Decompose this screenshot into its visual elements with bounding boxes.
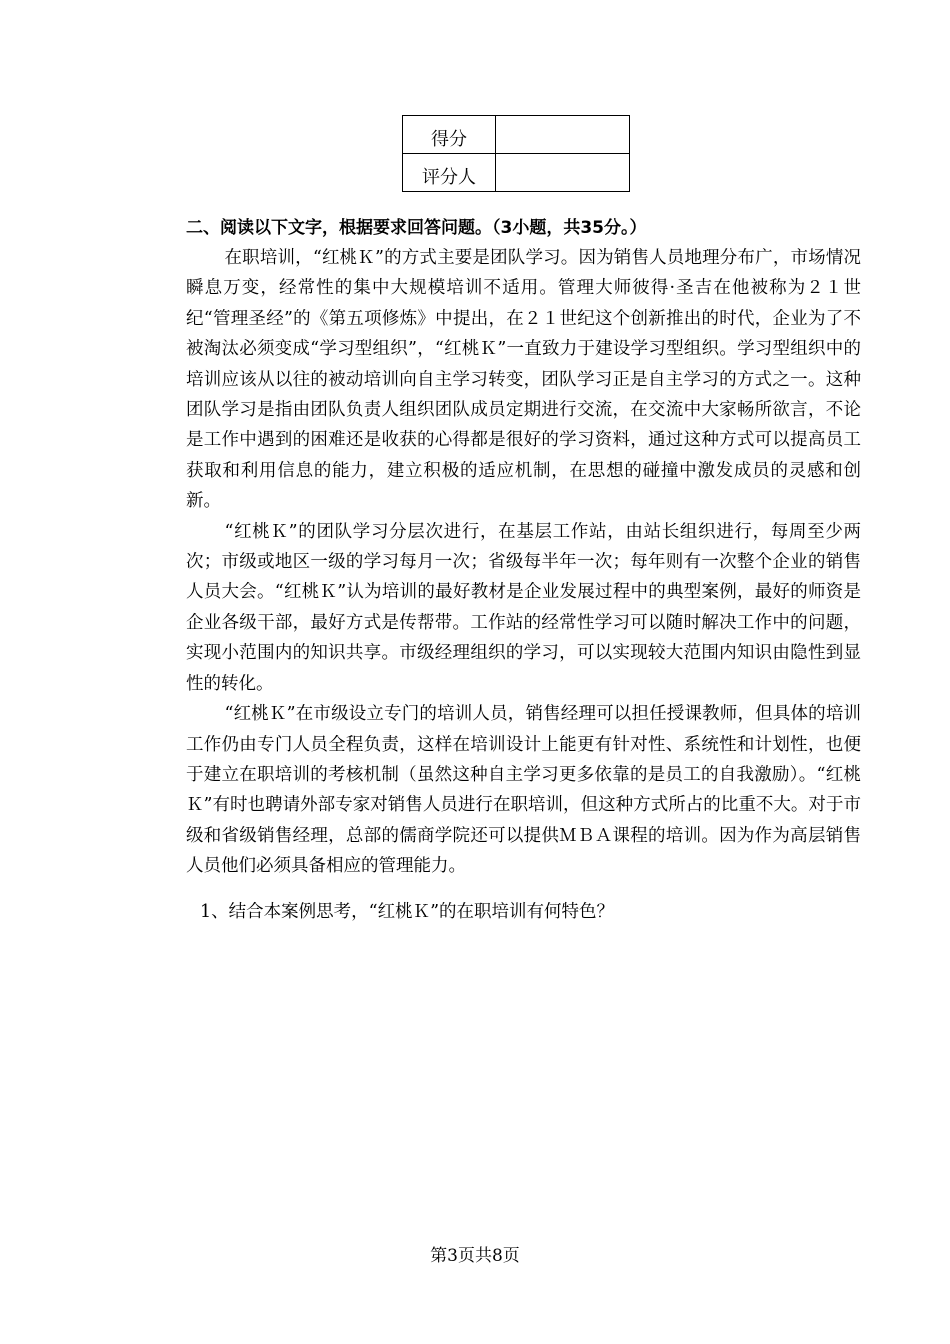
passage-paragraph: 在职培训，“红桃Ｋ”的方式主要是团队学习。因为销售人员地理分布广，市场情况瞬息万变，经常性的集中大规模培训不适用。管理大师彼得·圣吉在他被称为２１世纪“管理圣经”的《第五项修炼》中提出，在２１世纪这个创新推出的时代，企业为了不被淘汰必须变成“学习型组织”，“红桃Ｋ”一直致力于建设学习型组织。学习型组织中的培训应该从以往的被动培训向自主学习转变，团队学习正是自主学习的方式之一。这种团队学习是指由团队负责人组织团队成员定期进行交流，在交流中大家畅所欲言，不论是工作中遇到的困难还是收获的心得都是很好的学习资料，通过这种方式可以提高员工获取和利用信息的能力，建立积极的适应机制，在思想的碰撞中激发成员的灵感和创新。 <box>186 248 861 512</box>
section-title: 二、阅读以下文字，根据要求回答问题。（3小题，共35分。） <box>186 218 647 238</box>
grader-value-cell[interactable] <box>496 154 630 192</box>
passage-paragraph: “红桃Ｋ”在市级设立专门的培训人员，销售经理可以担任授课教师，但具体的培训工作仍由专门人员全程负责，这样在培训设计上能更有针对性、系统性和计划性，也便于建立在职培训的考核机制（虽然这种自主学习更多依靠的是员工的自我激励）。“红桃Ｋ”有时也聘请外部专家对销售人员进行在职培训，但这种方式所占的比重不大。对于市级和省级销售经理，总部的儒商学院还可以提供ＭＢＡ课程的培训。因为作为高层销售人员他们必须具备相应的管理能力。 <box>186 704 861 877</box>
score-label: 得分 <box>403 116 496 154</box>
grader-label: 评分人 <box>403 154 496 192</box>
passage-paragraph: “红桃Ｋ”的团队学习分层次进行，在基层工作站，由站长组织进行，每周至少两次；市级或地区一级的学习每月一次；省级每半年一次；每年则有一次整个企业的销售人员大会。“红桃Ｋ”认为培训的最好教材是企业发展过程中的典型案例，最好的师资是企业各级干部，最好方式是传帮带。工作站的经常性学习可以随时解决工作中的问题，实现小范围内的知识共享。市级经理组织的学习，可以实现较大范围内知识由隐性到显性的转化。 <box>186 521 861 694</box>
score-row <box>403 116 630 154</box>
question-1: 1、结合本案例思考，“红桃Ｋ”的在职培训有何特色？ <box>200 902 615 922</box>
page-footer: 第3页共8页 <box>430 1246 520 1266</box>
score-value-cell[interactable] <box>496 116 630 154</box>
reading-passage <box>186 243 861 882</box>
grader-row <box>403 154 630 192</box>
score-box <box>402 115 630 192</box>
